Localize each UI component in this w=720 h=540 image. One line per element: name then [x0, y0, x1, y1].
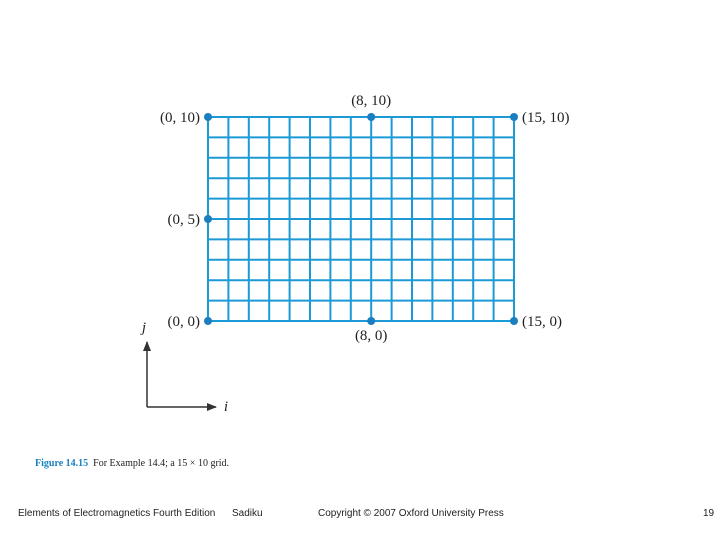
figure-caption: [35, 458, 229, 469]
grid-node-dot: [204, 317, 212, 325]
point-label: (0, 10): [160, 110, 200, 126]
point-label: (0, 5): [167, 212, 200, 228]
grid-node-dot: [204, 113, 212, 121]
footer-copyright: Copyright © 2007 Oxford University Press: [318, 508, 504, 519]
point-label: (0, 0): [167, 314, 200, 330]
grid-node-dot: [510, 317, 518, 325]
ij-axes: [140, 320, 228, 415]
j-axis-label: j: [141, 320, 147, 336]
footer-book-title: Elements of Electromagnetics Fourth Edition: [18, 508, 216, 519]
grid-lines: [208, 117, 514, 321]
grid-node-dot: [367, 113, 375, 121]
footer-author: Sadiku: [232, 508, 263, 519]
figure-number: Figure 14.15: [35, 458, 89, 469]
caption-text: For Example 14.4; a 15 × 10 grid.: [93, 458, 230, 469]
grid-node-dot: [204, 215, 212, 223]
grid-node-dot: [510, 113, 518, 121]
footer-page-number: 19: [703, 508, 715, 519]
i-axis-label: i: [223, 399, 229, 415]
point-label: (8, 0): [354, 328, 388, 344]
point-label: (15, 10): [522, 110, 570, 126]
point-label: (8, 10): [351, 93, 392, 109]
point-label: (15, 0): [522, 314, 562, 330]
grid-node-dot: [367, 317, 375, 325]
